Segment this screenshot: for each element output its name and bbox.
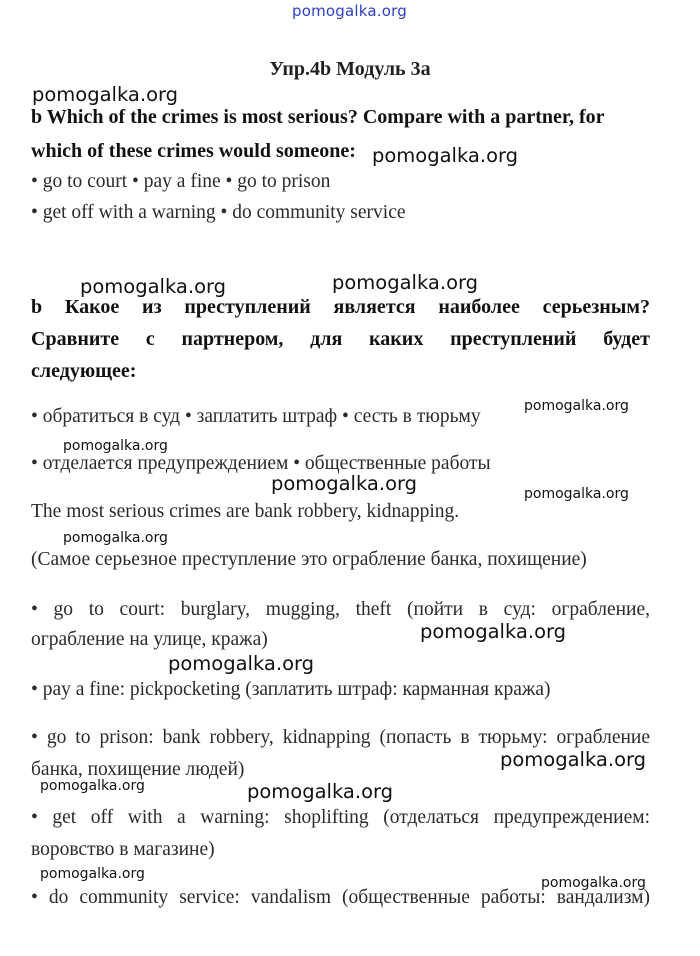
watermark: pomogalka.org xyxy=(524,398,629,414)
answer-prison-line-2: банка, похищение людей) xyxy=(31,759,245,780)
answer-serious-ru: (Самое серьезное преступление это ограбление банка, похищение) xyxy=(31,549,587,570)
answer-court-line-2: ограбление на улице, кража) xyxy=(31,629,268,650)
options-en-line-1: • go to court • pay a fine • go to prison xyxy=(31,171,331,192)
watermark: pomogalka.org xyxy=(63,530,168,546)
watermark-top: pomogalka.org xyxy=(292,2,407,20)
question-ru-line-2: Сравните с партнером, для каких преступлений будет xyxy=(31,328,650,350)
options-en-line-2: • get off with a warning • do community service xyxy=(31,202,406,223)
watermark: pomogalka.org xyxy=(40,778,145,794)
watermark: pomogalka.org xyxy=(32,83,179,106)
watermark: pomogalka.org xyxy=(541,875,646,891)
question-ru-line-3: следующее: xyxy=(31,360,137,382)
watermark: pomogalka.org xyxy=(372,144,519,167)
watermark: pomogalka.org xyxy=(271,472,418,495)
answer-community: • do community service: vandalism (общественные работы: вандализм) xyxy=(31,887,650,908)
options-ru-line-1: • обратиться в суд • заплатить штраф • сесть в тюрьму xyxy=(31,406,481,427)
watermark: pomogalka.org xyxy=(80,275,227,298)
answer-warning-line-1: • get off with a warning: shoplifting (отделаться предупреждением: xyxy=(31,807,650,828)
answer-fine: • pay a fine: pickpocketing (заплатить штраф: карманная кража) xyxy=(31,679,551,700)
watermark: pomogalka.org xyxy=(524,486,629,502)
answer-serious-en: The most serious crimes are bank robbery, kidnapping. xyxy=(31,501,460,522)
options-ru-line-2: • отделается предупреждением • общественные работы xyxy=(31,453,491,474)
watermark: pomogalka.org xyxy=(63,438,168,454)
watermark: pomogalka.org xyxy=(332,271,479,294)
answer-warning-line-2: воровство в магазине) xyxy=(31,839,215,860)
question-en-line-2: which of these crimes would someone: xyxy=(31,140,356,162)
answer-court-line-1: • go to court: burglary, mugging, theft (пойти в суд: ограбление, xyxy=(31,599,650,620)
watermark: pomogalka.org xyxy=(247,780,394,803)
page-title: Упр.4b Модуль 3a xyxy=(269,58,431,80)
watermark: pomogalka.org xyxy=(40,866,145,882)
question-ru-line-1: b Какое из преступлений является наиболее серьезным? xyxy=(31,296,650,318)
question-en-line-1: b Which of the crimes is most serious? Compare with a partner, for xyxy=(31,106,605,128)
watermark: pomogalka.org xyxy=(168,652,315,675)
watermark: pomogalka.org xyxy=(500,748,647,771)
watermark: pomogalka.org xyxy=(420,620,567,643)
answer-prison-line-1: • go to prison: bank robbery, kidnapping (попасть в тюрьму: ограбление xyxy=(31,727,650,748)
